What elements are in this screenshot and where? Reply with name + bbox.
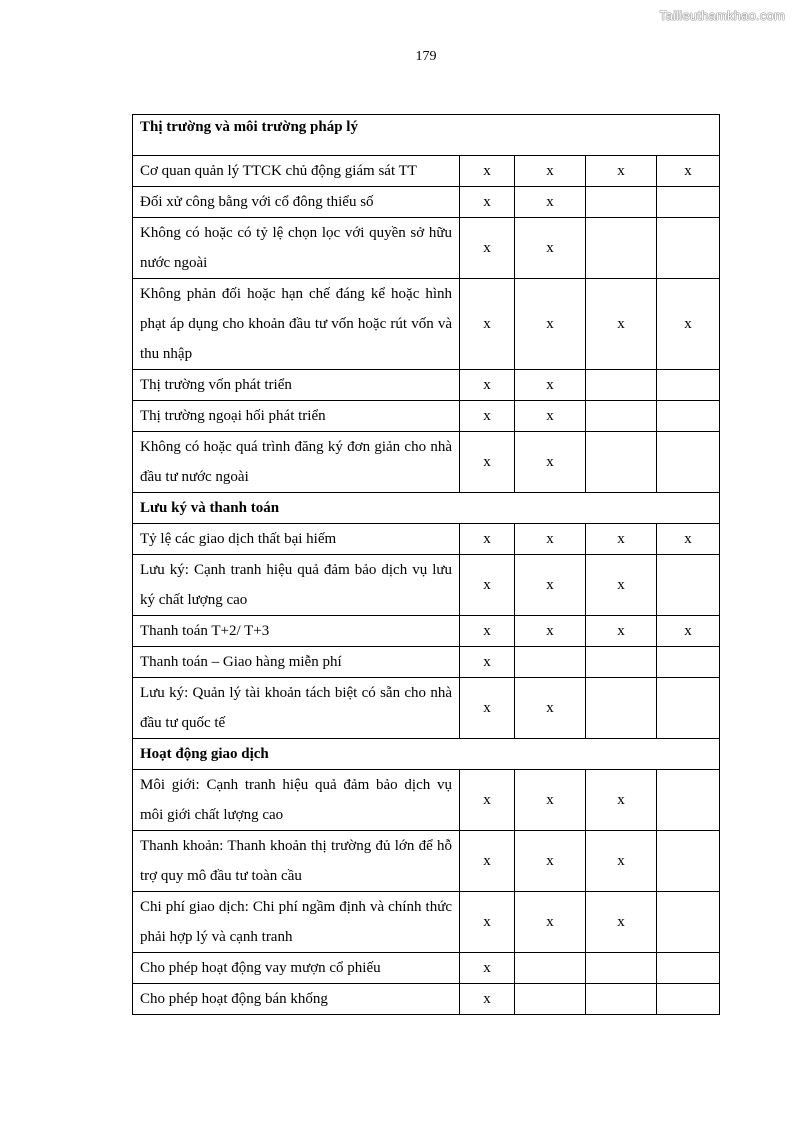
mark-cell-1: x: [460, 370, 515, 401]
mark-cell-1: x: [460, 892, 515, 953]
section-title: Hoạt động giao dịch: [133, 739, 720, 770]
mark-cell-2: x: [515, 156, 586, 187]
table-row: [133, 524, 720, 555]
mark-cell-3: [586, 678, 657, 739]
mark-cell-3: [586, 370, 657, 401]
criterion-label: Lưu ký: Quản lý tài khoản tách biệt có sẵn cho nhà đầu tư quốc tế: [133, 678, 460, 739]
section-title: Lưu ký và thanh toán: [133, 493, 720, 524]
mark-cell-1: x: [460, 279, 515, 370]
mark-cell-3: x: [586, 279, 657, 370]
table-row: [133, 156, 720, 187]
mark-cell-4: x: [657, 156, 720, 187]
mark-cell-3: [586, 984, 657, 1015]
mark-cell-2: x: [515, 678, 586, 739]
mark-cell-2: x: [515, 370, 586, 401]
section-header-row: [133, 115, 720, 156]
mark-cell-3: x: [586, 555, 657, 616]
mark-cell-3: [586, 218, 657, 279]
mark-cell-4: [657, 401, 720, 432]
mark-cell-3: x: [586, 831, 657, 892]
mark-cell-2: x: [515, 432, 586, 493]
table-row: [133, 616, 720, 647]
criterion-label: Cho phép hoạt động vay mượn cổ phiếu: [133, 953, 460, 984]
mark-cell-2: x: [515, 616, 586, 647]
mark-cell-4: [657, 647, 720, 678]
table-row: [133, 279, 720, 370]
mark-cell-4: [657, 187, 720, 218]
mark-cell-4: [657, 678, 720, 739]
criterion-label: Tỷ lệ các giao dịch thất bại hiếm: [133, 524, 460, 555]
mark-cell-3: x: [586, 156, 657, 187]
criterion-label: Thị trường ngoại hối phát triển: [133, 401, 460, 432]
mark-cell-3: [586, 647, 657, 678]
mark-cell-2: x: [515, 555, 586, 616]
mark-cell-1: x: [460, 953, 515, 984]
mark-cell-4: x: [657, 279, 720, 370]
table-row: [133, 555, 720, 616]
mark-cell-4: [657, 370, 720, 401]
criterion-label: Thanh toán T+2/ T+3: [133, 616, 460, 647]
page-number: 179: [415, 49, 437, 64]
mark-cell-1: x: [460, 831, 515, 892]
section-header-row: [133, 739, 720, 770]
criteria-table: [132, 114, 720, 1015]
mark-cell-1: x: [460, 555, 515, 616]
criterion-label: Đối xử công bằng với cổ đông thiểu số: [133, 187, 460, 218]
criterion-label: Thanh toán – Giao hàng miễn phí: [133, 647, 460, 678]
mark-cell-4: x: [657, 616, 720, 647]
mark-cell-2: [515, 953, 586, 984]
section-header-row: [133, 493, 720, 524]
mark-cell-4: [657, 831, 720, 892]
table-row: [133, 984, 720, 1015]
table-row: [133, 953, 720, 984]
mark-cell-2: x: [515, 401, 586, 432]
mark-cell-3: x: [586, 770, 657, 831]
mark-cell-2: x: [515, 892, 586, 953]
table-row: [133, 401, 720, 432]
mark-cell-4: x: [657, 524, 720, 555]
mark-cell-4: [657, 892, 720, 953]
mark-cell-1: x: [460, 770, 515, 831]
mark-cell-2: x: [515, 524, 586, 555]
criterion-label: Thanh khoản: Thanh khoản thị trường đủ lớn để hỗ trợ quy mô đầu tư toàn cầu: [133, 831, 460, 892]
criterion-label: Không phản đối hoặc hạn chế đáng kể hoặc hình phạt áp dụng cho khoản đầu tư vốn hoặc rút vốn và thu nhập: [133, 279, 460, 370]
mark-cell-1: x: [460, 616, 515, 647]
criteria-table-body: [133, 115, 720, 1015]
table-row: [133, 831, 720, 892]
mark-cell-1: x: [460, 524, 515, 555]
mark-cell-2: [515, 647, 586, 678]
table-row: [133, 432, 720, 493]
mark-cell-3: x: [586, 616, 657, 647]
mark-cell-1: x: [460, 432, 515, 493]
mark-cell-4: [657, 984, 720, 1015]
criterion-label: Cho phép hoạt động bán khống: [133, 984, 460, 1015]
mark-cell-3: x: [586, 892, 657, 953]
mark-cell-1: x: [460, 187, 515, 218]
mark-cell-1: x: [460, 678, 515, 739]
mark-cell-3: [586, 187, 657, 218]
table-row: [133, 892, 720, 953]
table-row: [133, 678, 720, 739]
mark-cell-2: [515, 984, 586, 1015]
criterion-label: Thị trường vốn phát triển: [133, 370, 460, 401]
mark-cell-4: [657, 770, 720, 831]
mark-cell-2: x: [515, 770, 586, 831]
mark-cell-2: x: [515, 218, 586, 279]
mark-cell-3: x: [586, 524, 657, 555]
mark-cell-4: [657, 953, 720, 984]
criterion-label: Cơ quan quản lý TTCK chủ động giám sát TT: [133, 156, 460, 187]
mark-cell-1: x: [460, 647, 515, 678]
mark-cell-1: x: [460, 218, 515, 279]
table-row: [133, 770, 720, 831]
section-title: Thị trường và môi trường pháp lý: [133, 115, 720, 156]
mark-cell-4: [657, 218, 720, 279]
table-row: [133, 370, 720, 401]
mark-cell-4: [657, 432, 720, 493]
mark-cell-1: x: [460, 984, 515, 1015]
criterion-label: Lưu ký: Cạnh tranh hiệu quả đảm bảo dịch vụ lưu ký chất lượng cao: [133, 555, 460, 616]
table-row: [133, 187, 720, 218]
mark-cell-3: [586, 432, 657, 493]
mark-cell-4: [657, 555, 720, 616]
mark-cell-1: x: [460, 401, 515, 432]
table-row: [133, 647, 720, 678]
watermark: Tailieuthamkhao.com: [659, 8, 785, 23]
mark-cell-3: [586, 401, 657, 432]
criterion-label: Không có hoặc có tỷ lệ chọn lọc với quyền sở hữu nước ngoài: [133, 218, 460, 279]
criterion-label: Môi giới: Cạnh tranh hiệu quả đảm bảo dịch vụ môi giới chất lượng cao: [133, 770, 460, 831]
mark-cell-1: x: [460, 156, 515, 187]
criterion-label: Không có hoặc quá trình đăng ký đơn giản cho nhà đầu tư nước ngoài: [133, 432, 460, 493]
mark-cell-2: x: [515, 831, 586, 892]
mark-cell-3: [586, 953, 657, 984]
table-row: [133, 218, 720, 279]
mark-cell-2: x: [515, 187, 586, 218]
mark-cell-2: x: [515, 279, 586, 370]
criterion-label: Chi phí giao dịch: Chi phí ngầm định và chính thức phải hợp lý và cạnh tranh: [133, 892, 460, 953]
